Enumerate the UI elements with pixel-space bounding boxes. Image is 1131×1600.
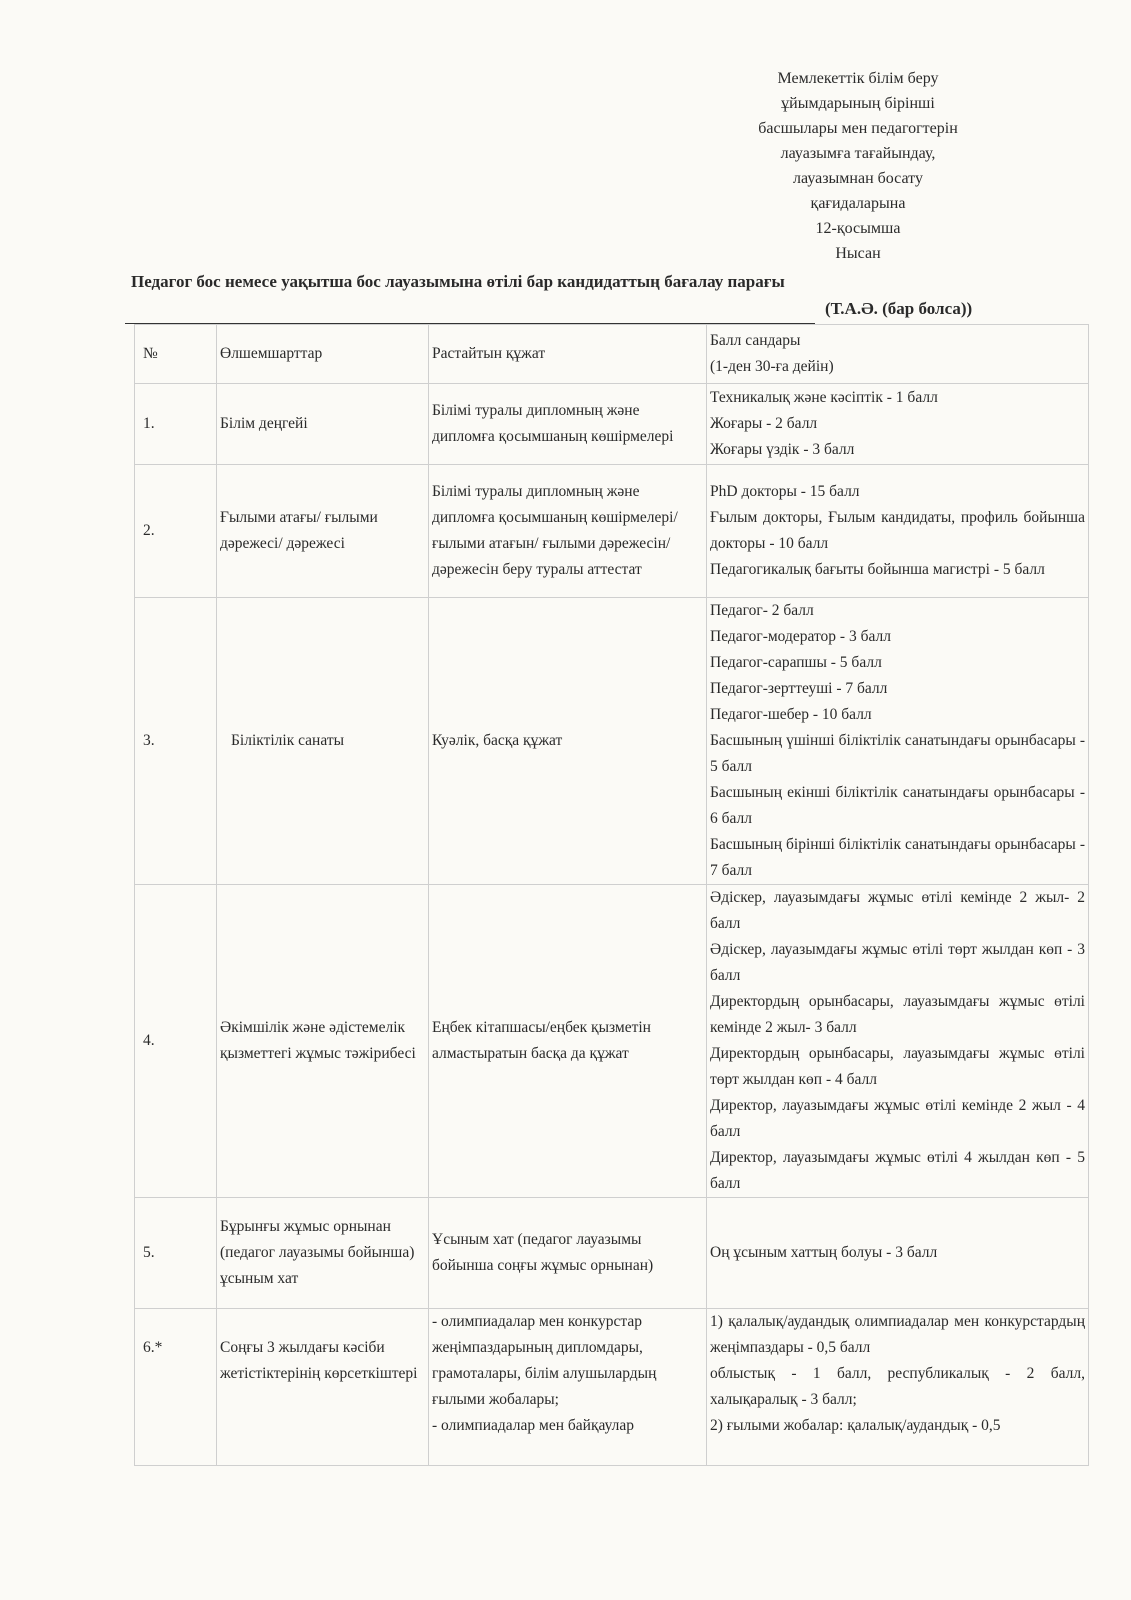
- score-line: Педагог-шебер - 10 балл: [710, 706, 872, 723]
- row-document: Еңбек кітапшасы/еңбек қызметін алмастыратын басқа да құжат: [429, 885, 707, 1198]
- row-criteria: Соңғы 3 жылдағы кәсіби жетістіктерінің көрсеткіштері: [217, 1309, 429, 1466]
- row-number: 3.: [135, 598, 217, 885]
- header-criteria: Өлшемшарттар: [217, 325, 429, 384]
- row-scores: [707, 465, 1089, 598]
- appendix-note-line: Мемлекеттік білім беру: [777, 70, 939, 87]
- score-line: Басшының үшінші біліктілік санатындағы орынбасары - 5 балл: [710, 732, 1085, 775]
- header-scores-line: (1-ден 30-ға дейін): [710, 358, 834, 375]
- score-line: Жоғары - 2 балл: [710, 415, 818, 432]
- table-header-row: [135, 325, 1089, 384]
- score-line: Басшының бірінші біліктілік санатындағы орынбасары - 7 балл: [710, 836, 1085, 879]
- appendix-note-line: қағидаларына: [810, 195, 906, 212]
- score-line: 1) қалалық/аудандық олимпиадалар мен конкурстардың жеңімпаздары - 0,5 балл: [710, 1313, 1085, 1356]
- row-scores: [707, 598, 1089, 885]
- row-criteria: Әкімшілік және әдістемелік қызметтегі жұмыс тәжірибесі: [217, 885, 429, 1198]
- score-line: Жоғары үздік - 3 балл: [710, 441, 855, 458]
- row-scores: [707, 1198, 1089, 1309]
- appendix-note-line: лауазымға тағайындау,: [780, 145, 936, 162]
- header-scores-line: Балл сандары: [710, 332, 801, 349]
- score-line: Ғылым докторы, Ғылым кандидаты, профиль бойынша докторы - 10 балл: [710, 509, 1085, 552]
- row-number: 1.: [135, 384, 217, 465]
- score-line: Оң ұсыным хаттың болуы - 3 балл: [710, 1244, 938, 1261]
- table-row: [135, 384, 1089, 465]
- row-number: 2.: [135, 465, 217, 598]
- score-line: облыстық - 1 балл, республикалық - 2 балл, халықаралық - 3 балл;: [710, 1365, 1085, 1408]
- table-row: [135, 1309, 1089, 1466]
- score-line: Педагог-зерттеуші - 7 балл: [710, 680, 888, 697]
- row-criteria: Білім деңгейі: [217, 384, 429, 465]
- row-scores: [707, 885, 1089, 1198]
- candidate-name-field: [125, 295, 1025, 325]
- row-criteria: Біліктілік санаты: [217, 598, 429, 885]
- score-line: Техникалық және кәсіптік - 1 балл: [710, 389, 938, 406]
- header-scores: [707, 325, 1089, 384]
- row-number: 6.*: [135, 1309, 217, 1466]
- appendix-note-line: лауазымнан босату: [793, 170, 923, 187]
- row-document: Ұсыным хат (педагог лауазымы бойынша соңғы жұмыс орнынан): [429, 1198, 707, 1309]
- row-number: 5.: [135, 1198, 217, 1309]
- score-line: Директордың орынбасары, лауазымдағы жұмыс өтілі кемінде 2 жыл- 3 балл: [710, 993, 1085, 1036]
- evaluation-table: [134, 324, 1089, 1466]
- table-row: [135, 465, 1089, 598]
- header-num: №: [135, 325, 217, 384]
- appendix-note-line: Нысан: [835, 245, 881, 262]
- document-line: - олимпиадалар мен байқаулар: [432, 1417, 635, 1434]
- score-line: Басшының екінші біліктілік санатындағы орынбасары - 6 балл: [710, 784, 1085, 827]
- appendix-note: [718, 66, 998, 266]
- score-line: 2) ғылыми жобалар: қалалық/аудандық - 0,5: [710, 1417, 1001, 1434]
- score-line: Директор, лауазымдағы жұмыс өтілі кемінде 2 жыл - 4 балл: [710, 1097, 1085, 1140]
- name-field-label: (Т.А.Ә. (бар болса)): [825, 299, 973, 318]
- row-document: [429, 1309, 707, 1466]
- score-line: Директордың орынбасары, лауазымдағы жұмыс өтілі төрт жылдан көп - 4 балл: [710, 1045, 1085, 1088]
- table-row: [135, 598, 1089, 885]
- document-title: Педагог бос немесе уақытша бос лауазымына өтілі бар кандидаттың бағалау парағы: [131, 272, 785, 291]
- score-line: Директор, лауазымдағы жұмыс өтілі 4 жылдан көп - 5 балл: [710, 1149, 1085, 1192]
- row-document: Куәлік, басқа құжат: [429, 598, 707, 885]
- header-document: Растайтын құжат: [429, 325, 707, 384]
- score-line: Әдіскер, лауазымдағы жұмыс өтілі кемінде 2 жыл- 2 балл: [710, 889, 1085, 932]
- table-row: [135, 1198, 1089, 1309]
- appendix-note-line: басшылары мен педагогтерін: [758, 120, 958, 137]
- row-criteria: Бұрынғы жұмыс орнынан (педагог лауазымы бойынша) ұсыным хат: [217, 1198, 429, 1309]
- document-line: - олимпиадалар мен конкурстар жеңімпаздарының дипломдары, грамоталары, білім алушылардың ғылыми жобалары;: [432, 1313, 657, 1408]
- score-line: Педагог-модератор - 3 балл: [710, 628, 891, 645]
- row-criteria: Ғылыми атағы/ ғылыми дәрежесі/ дәрежесі: [217, 465, 429, 598]
- score-line: Педагог-сарапшы - 5 балл: [710, 654, 882, 671]
- score-line: PhD докторы - 15 балл: [710, 483, 860, 500]
- score-line: Әдіскер, лауазымдағы жұмыс өтілі төрт жылдан көп - 3 балл: [710, 941, 1085, 984]
- score-line: Педагог- 2 балл: [710, 602, 814, 619]
- row-document: Білімі туралы дипломның және дипломға қосымшаның көшірмелері/ ғылыми атағын/ ғылыми дәрежесін/дәрежесін беру туралы аттестат: [429, 465, 707, 598]
- table-row: [135, 885, 1089, 1198]
- appendix-note-line: 12-қосымша: [815, 220, 901, 237]
- row-scores: [707, 384, 1089, 465]
- score-line: Педагогикалық бағыты бойынша магистрі - 5 балл: [710, 561, 1045, 578]
- row-number: 4.: [135, 885, 217, 1198]
- row-document: Білімі туралы дипломның және дипломға қосымшаның көшірмелері: [429, 384, 707, 465]
- row-scores: [707, 1309, 1089, 1466]
- appendix-note-line: ұйымдарының бірінші: [781, 95, 935, 112]
